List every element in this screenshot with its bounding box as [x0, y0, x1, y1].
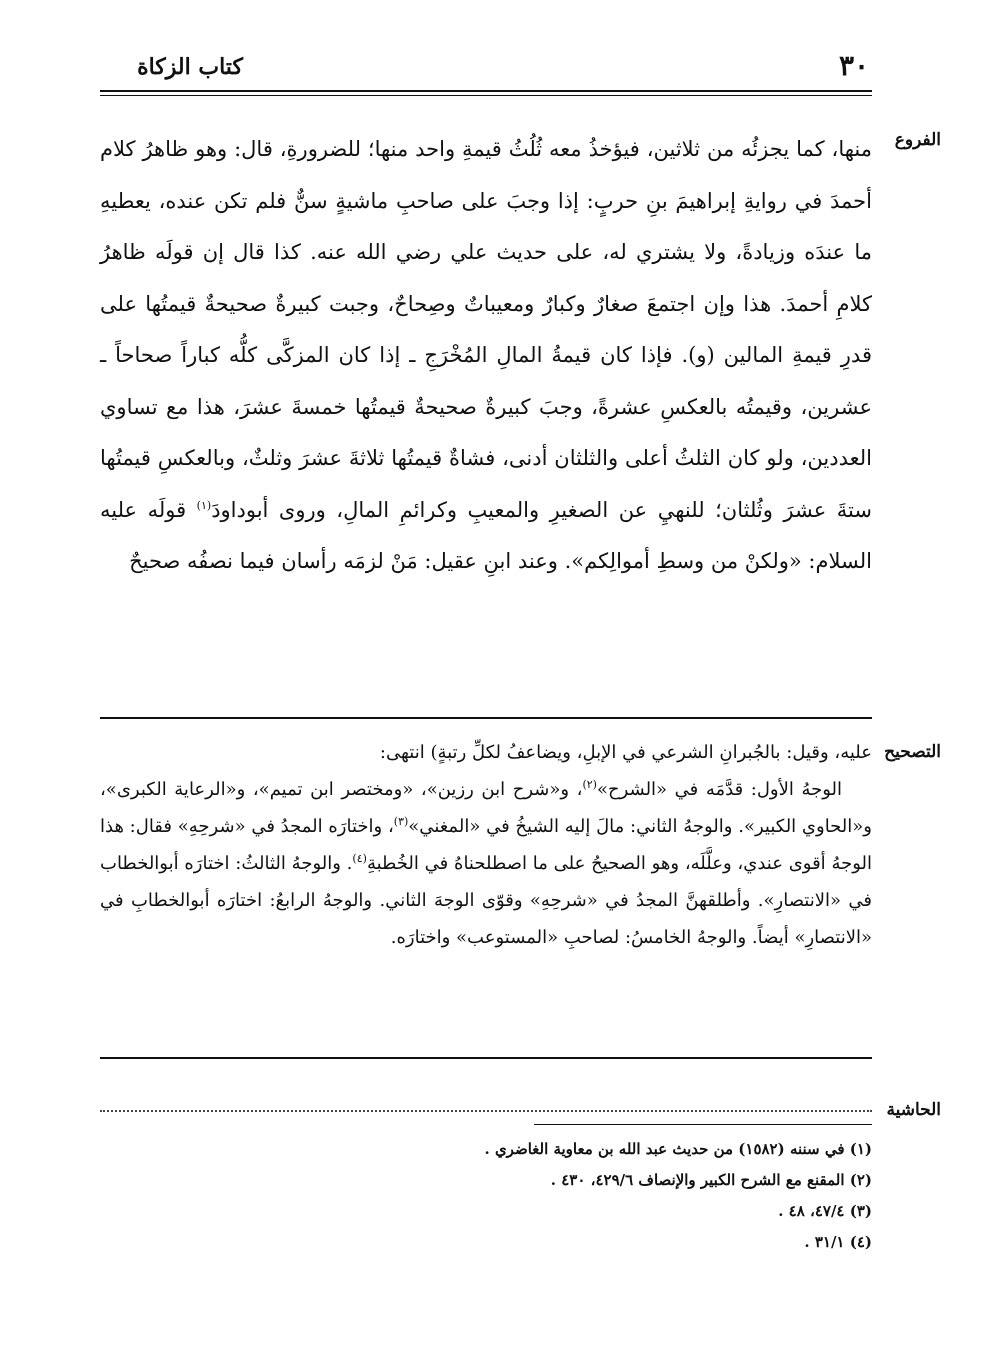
footnote-2: (٢) المقنع مع الشرح الكبير والإنصاف ٤٢٩/٦، ٤٣٠ .: [550, 1171, 872, 1189]
footnote-1: (١) في سننه (١٥٨٢) من حديث عبد الله بن معاوية الغاضري .: [484, 1140, 872, 1158]
footnote-ref-2: (٢): [582, 778, 597, 791]
tashih-text-a: الوجهُ الأول: قدَّمَه في «الشرح»: [596, 779, 843, 800]
running-title: كتاب الزكاة: [137, 54, 243, 80]
main-text: منها، كما يجزئُه من ثلاثين، فيؤخذُ معه ثُلُثُ قيمةِ واحد منها؛ للضرورةِ، قال: وهو ظاهرُ كلام أحمدَ في روايةِ إبراهيمَ بنِ حربٍ: إذا وجبَ على صاحبِ ماشيةٍ سنٌّ فلم تكن عنده، يعطيهِ ما عندَه وزيادةً، ولا يشتري له، على حديث علي رضي الله عنه. كذا قال إن قولَه ظاهرُ كلامِ أحمدَ. هذا وإن اجتمعَ صغارٌ وكبارٌ ومعيباتٌ وصِحاحٌ، وجبت كبيرةٌ صحيحةٌ قيمتُها على قدرِ قيمةِ المالين (و). فإذا كان قيمةُ المالِ المُخْرَجِ ـ إذا كان المزكَّى كلُّه كباراً صحاحاً ـ عشرين، وقيمتُه بالعكسِ عشرةً، وجبَ كبيرةٌ صحيحةٌ قيمتُها خمسةَ عشرَ، هذا مع تساوي العددين، ولو كان الثلثُ أعلى والثلثان أدنى، فشاةٌ قيمتُها ثلاثةَ عشرَ وثلثٌ، وبالعكسِ قيمتُها ستةَ عشرَ وثُلثان؛ للنهيِ عن الصغيرِ والمعيبِ وكرائمِ المالِ، وروى أبوداودَ: [100, 137, 872, 522]
header-rule-thin: [100, 95, 872, 96]
furu-label: الفروع: [894, 130, 941, 150]
footnote-rule: [534, 1124, 872, 1125]
hashiya-dotted-line: [100, 1110, 872, 1112]
footnote-3: (٣) ٤٧/٤، ٤٨ .: [778, 1202, 872, 1220]
tashih-text-block: [100, 734, 872, 956]
section-divider: [100, 717, 872, 719]
footnote-ref-4: (٤): [352, 852, 367, 865]
header-rule: [100, 90, 872, 92]
hashiya-label: الحاشية: [886, 1100, 941, 1120]
tashih-text-b: ، و«شرح ابن رزين»، «ومختصر ابن تميم»، و«الرعاية الكبرى»، و«الحاوي الكبير». والوجهُ الثاني: مالَ إليه الشيخُ في «المغني»: [100, 779, 872, 837]
tashih-paragraph-1: عليه، وقيل: بالجُبرانِ الشرعي في الإبلِ، ويضاعفُ لكلِّ رتبةٍ) انتهى:: [379, 742, 872, 763]
footnote-ref-3: (٣): [393, 815, 409, 828]
tashih-paragraph-2: [100, 771, 872, 956]
main-paragraph: [100, 124, 872, 588]
main-text-end: قولَه عليه السلام: «ولكنْ من وسطِ أموالِكم». وعند ابنِ عقيل: مَنْ لزمَه رأسان فيما نصفُه صحيحٌ: [100, 497, 872, 573]
footnote-ref-1: (١): [196, 498, 212, 512]
tashih-text-c: ، واختارَه المجدُ في «شرحِهِ» فقال: هذا الوجهُ أقوى عندي، وعلَّلَه، وهو الصحيحُ على ما اصطلحناهُ في الخُطبةِ: [100, 816, 873, 874]
tashih-label: التصحيح: [884, 742, 941, 762]
section-divider-lower: [100, 1057, 872, 1059]
footnote-4: (٤) ٣١/١ .: [804, 1233, 872, 1251]
tashih-text-d: . والوجهُ الثالثُ: اختارَه أبوالخطاب في «الانتصارِ». وأطلقهنَّ المجدُ في «شرحِهِ» وقوّى الوجهَ الثاني. والوجهُ الرابعُ: اختارَه أبوالخطابِ في «الانتصارِ» أيضاً. والوجهُ الخامسُ: لصاحبِ «المستوعب» واختارَه.: [100, 853, 872, 948]
page-number: ٣٠: [838, 49, 870, 82]
footnotes: [300, 1134, 872, 1258]
main-text-block: [100, 124, 872, 588]
